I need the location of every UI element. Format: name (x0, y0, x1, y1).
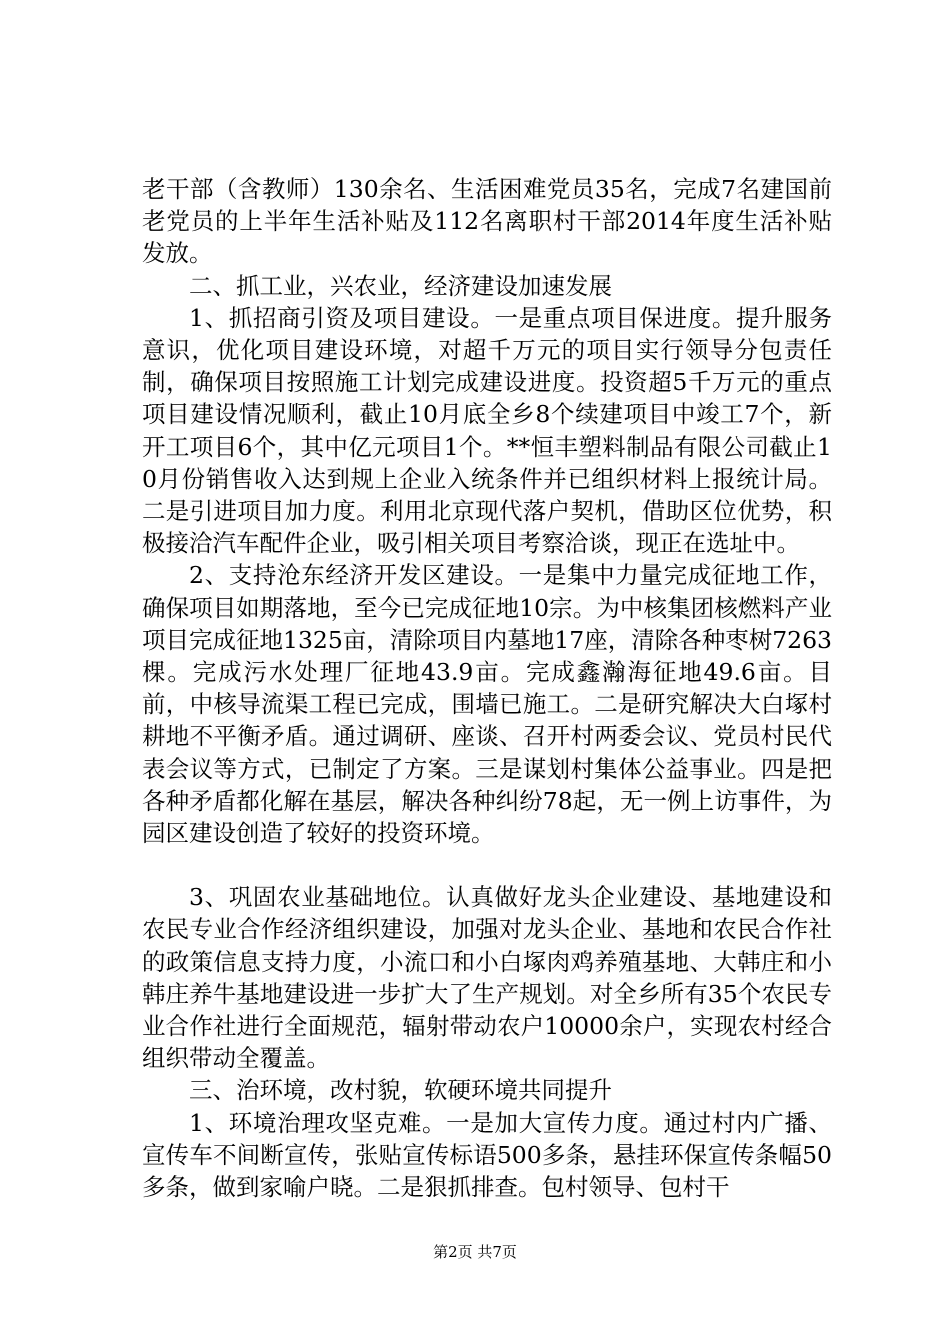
document-body (142, 173, 832, 1203)
paragraph-continuation: 老干部（含教师）130余名、生活困难党员35名，完成7名建国前老党员的上半年生活补贴及112名离职村干部2014年度生活补贴发放。 (142, 175, 832, 268)
page-number-footer: 第2页 共7页 (433, 1243, 517, 1261)
section-heading-industry-agriculture: 二、抓工业，兴农业，经济建设加速发展 (189, 271, 612, 300)
paragraph-spacer (142, 849, 832, 881)
paragraph-development-zone: 2、支持沧东经济开发区建设。一是集中力量完成征地工作，确保项目如期落地，至今已完成征地10宗。为中核集团核燃料产业项目完成征地1325亩，清除项目内墓地17座，清除各种枣树7263棵。完成污水处理厂征地43.9亩。完成鑫瀚海征地49.6亩。目前，中核导流渠工程已完成，围墙已施工。二是研究解决大白塚村耕地不平衡矛盾。通过调研、座谈、召开村两委会议、党员村民代表会议等方式，已制定了方案。三是谋划村集体公益事业。四是把各种矛盾都化解在基层，解决各种纠纷78起，无一例上访事件，为园区建设创造了较好的投资环境。 (142, 561, 833, 848)
section-heading-environment: 三、治环境，改村貌，软硬环境共同提升 (189, 1076, 612, 1105)
paragraph-agriculture-foundation: 3、巩固农业基础地位。认真做好龙头企业建设、基地建设和农民专业合作经济组织建设，加强对龙头企业、基地和农民合作社的政策信息支持力度，小流口和小白塚肉鸡养殖基地、大韩庄和小韩庄养牛基地建设进一步扩大了生产规划。对全乡所有35个农民专业合作社进行全面规范，辐射带动农户10000余户，实现农村经合组织带动全覆盖。 (142, 883, 832, 1073)
paragraph-environment-governance: 1、环境治理攻坚克难。一是加大宣传力度。通过村内广播、宣传车不间断宣传，张贴宣传标语500多条，悬挂环保宣传条幅50多条，做到家喻户晓。二是狠抓排查。包村领导、包村干 (142, 1108, 832, 1202)
paragraph-investment-projects: 1、抓招商引资及项目建设。一是重点项目保进度。提升服务意识，优化项目建设环境，对超千万元的项目实行领导分包责任制，确保项目按照施工计划完成建设进度。投资超5千万元的重点项目建设情况顺利，截止10月底全乡8个续建项目中竣工7个，新开工项目6个，其中亿元项目1个。**恒丰塑料制品有限公司截止10月份销售收入达到规上企业入统条件并已组织材料上报统计局。二是引进项目加力度。利用北京现代落户契机，借助区位优势，积极接洽汽车配件企业，吸引相关项目考察洽谈，现正在选址中。 (142, 303, 832, 558)
